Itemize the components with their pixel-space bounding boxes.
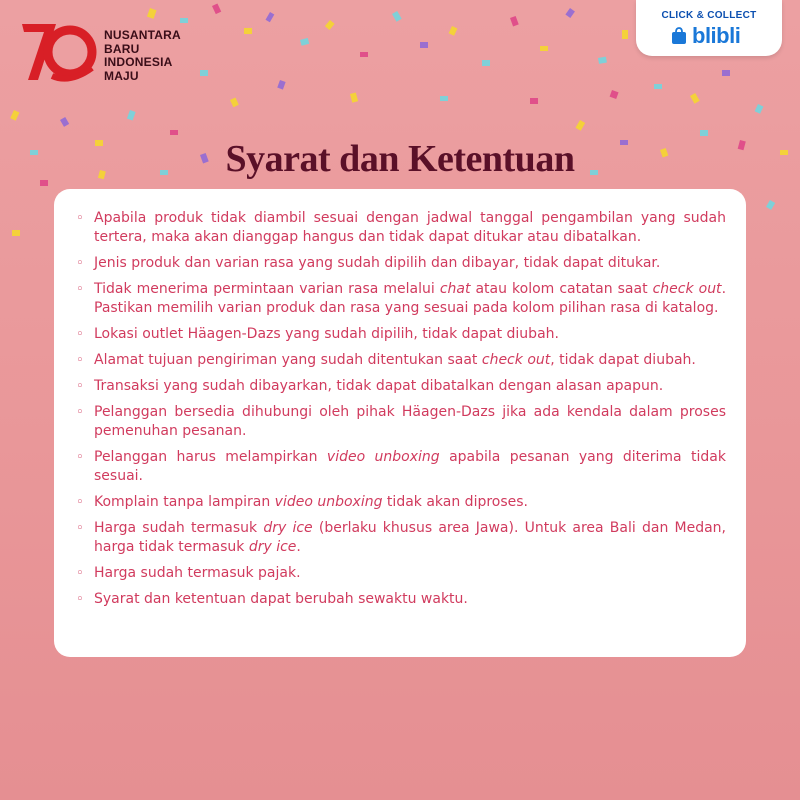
badge-brand [670, 24, 740, 48]
term-text: Lokasi outlet Häagen-Dazs yang sudah dipilih, tidak dapat diubah. [94, 326, 559, 342]
term-text: dry ice [263, 520, 313, 536]
term-text: (berlaku khusus area Jawa). Untuk area Bali dan Medan, harga tidak termasuk [94, 520, 727, 555]
brand-name: blibli [692, 23, 741, 48]
term-text: Apabila produk tidak diambil sesuai dengan jadwal tanggal pengambilan yang sudah tertera, maka akan dianggap hangus dan tidak dapat ditukar atau dibatalkan. [94, 210, 726, 245]
terms-card [54, 189, 746, 657]
term-text: dry ice [248, 539, 297, 555]
click-collect-badge [636, 0, 782, 56]
term-text: Transaksi yang sudah dibayarkan, tidak dapat dibatalkan dengan alasan apapun. [94, 378, 664, 394]
term-text: Komplain tanpa lampiran [94, 494, 275, 510]
term-text: Pelanggan harus melampirkan [94, 449, 327, 465]
logo-70-icon [18, 18, 98, 88]
logo-text [104, 29, 181, 83]
logo-line-1: NUSANTARA [104, 28, 181, 42]
term-text: Harga sudah termasuk [94, 520, 264, 536]
term-text: atau kolom catatan saat [470, 281, 653, 297]
term-text: Pelanggan bersedia dihubungi oleh pihak Häagen-Dazs jika ada kendala dalam proses pemenuhan pesanan. [94, 404, 726, 439]
logo-line-4: MAJU [104, 68, 139, 83]
term-text: video unboxing [326, 449, 440, 465]
term-text: chat [439, 281, 471, 297]
term-item [76, 519, 726, 557]
term-text: Tidak menerima permintaan varian rasa melalui [94, 281, 440, 297]
term-text: Syarat dan ketentuan dapat berubah sewaktu waktu. [94, 591, 468, 607]
term-text: check out [481, 352, 551, 368]
term-item [76, 351, 726, 370]
term-text: video unboxing [274, 494, 383, 510]
term-item [76, 280, 726, 318]
term-text: tidak akan diproses. [382, 494, 529, 510]
term-item [76, 254, 726, 273]
term-text: . [296, 539, 301, 555]
term-item [76, 403, 726, 441]
term-item [76, 493, 726, 512]
term-text: . Pastikan memilih varian produk dan rasa yang sesuai pada kolom pilihan rasa di katalog. [94, 281, 727, 316]
term-item [76, 564, 726, 583]
logo-line-2: BARU [104, 41, 140, 56]
badge-tagline: CLICK & COLLECT [661, 10, 757, 21]
term-item [76, 377, 726, 396]
term-text: Harga sudah termasuk pajak. [94, 565, 301, 581]
shopping-bag-icon [670, 27, 688, 45]
term-item [76, 590, 726, 609]
term-text: , tidak dapat diubah. [550, 352, 696, 368]
term-item [76, 448, 726, 486]
term-text: Jenis produk dan varian rasa yang sudah dipilih dan dibayar, tidak dapat ditukar. [94, 255, 661, 271]
term-text: Alamat tujuan pengiriman yang sudah ditentukan saat [94, 352, 482, 368]
term-text: apabila pesanan yang diterima tidak sesuai. [94, 449, 726, 484]
logo-70 [18, 18, 198, 92]
terms-list [76, 209, 726, 609]
term-item [76, 325, 726, 344]
logo-line-3: INDONESIA [104, 55, 173, 69]
term-text: check out [652, 281, 722, 297]
term-item [76, 209, 726, 247]
page-title: Syarat dan Ketentuan [225, 138, 575, 181]
